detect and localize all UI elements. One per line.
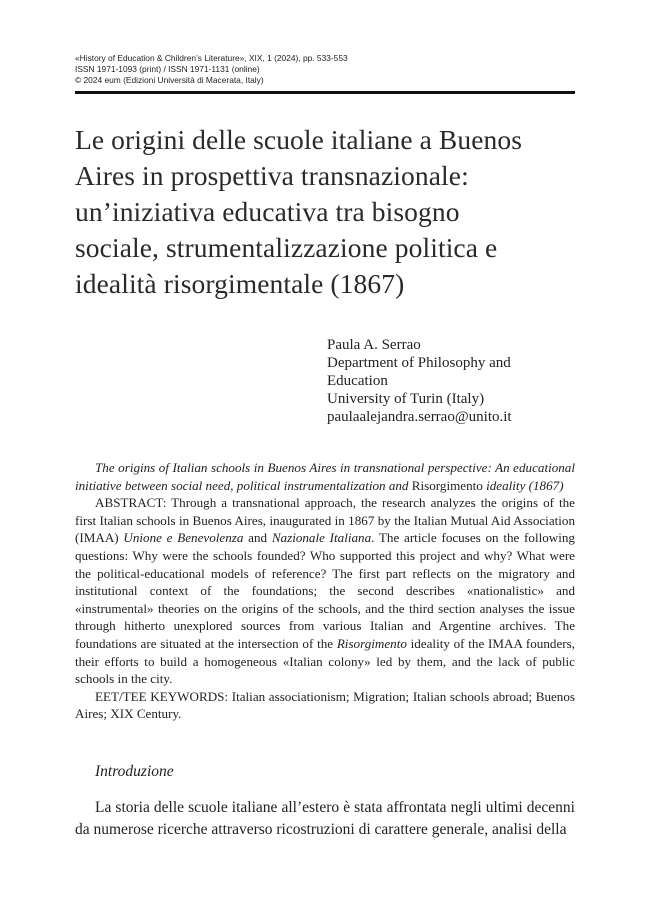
english-title-italic: The origins of Italian schools in Buenos Aires in transnational perspective: An educational initiative between social need, political instrumentalization and — [75, 460, 575, 493]
body-text — [75, 797, 575, 841]
section-heading: Introduzione — [95, 763, 174, 780]
title-line: idealità risorgimentale (1867) — [75, 268, 405, 299]
article-title — [75, 122, 575, 302]
author-email[interactable]: paulaalejandra.serrao@unito.it — [327, 409, 512, 425]
abstract-text — [75, 494, 575, 688]
risorgimento-term: Risorgimento — [336, 635, 407, 651]
journal-header — [75, 53, 575, 86]
title-line: un’iniziativa educativa tra bisogno — [75, 196, 460, 227]
title-line: Le origini delle scuole italiane a Buenos — [75, 124, 523, 155]
abstract-part-3: ideality of the IMAA founders, their efforts to build a homogeneous «Italian colony» led by them, and the lack of public schools in the city. — [75, 635, 575, 687]
title-line: Aires in prospettiva transnazionale: — [75, 160, 469, 191]
author-department: Department of Philosophy and — [327, 355, 511, 371]
english-title — [75, 459, 575, 494]
keywords: EET/TEE KEYWORDS: Italian associationism; Migration; Italian schools abroad; Buenos Aires; XIX Century. — [75, 688, 575, 722]
abstract-part-2: . The article focuses on the following questions: Why were the schools founded? Who supported this project and why? What were the political-educational models of reference? The first part reflects on the migratory and institutional context of the foundations; the second describes «nationalistic» and «instrumental» theories on the origins of the schools, and the third section analyses the issue through hitherto unexplored sources from various Italian and Argentine archives. The foundations are situated at the intersection of the — [75, 530, 575, 651]
author-block — [327, 336, 575, 426]
abstract-block — [75, 459, 575, 723]
abstract-and: and — [248, 530, 268, 546]
author-university: University of Turin (Italy) — [327, 391, 485, 407]
journal-citation: «History of Education & Children’s Literature», XIX, 1 (2024), pp. 533-553 — [75, 53, 348, 63]
english-title-end: ideality (1867) — [486, 477, 564, 493]
english-title-plain: Risorgimento — [411, 477, 483, 493]
copyright-line: © 2024 eum (Edizioni Università di Macerata, Italy) — [75, 75, 264, 85]
author-name: Paula A. Serrao — [327, 337, 421, 353]
abstract-part-1: ABSTRACT: Through a transnational approach, the research analyzes the origins of the first Italian schools in Buenos Aires, inaugurated in 1867 by the Italian Mutual Aid Association (IMAA) — [75, 495, 575, 546]
title-line: sociale, strumentalizzazione politica e — [75, 232, 498, 263]
association-name-2: Nazionale Italiana — [271, 530, 372, 546]
author-department-cont: Education — [327, 373, 388, 389]
body-paragraph: La storia delle scuole italiane all’estero è stata affrontata negli ultimi decenni da numerose ricerche attraverso ricostruzioni di carattere generale, analisi della — [75, 799, 575, 838]
association-name-1: Unione e Benevolenza — [123, 530, 244, 546]
header-rule — [75, 91, 575, 94]
issn-line: ISSN 1971-1093 (print) / ISSN 1971-1131 (online) — [75, 64, 260, 74]
